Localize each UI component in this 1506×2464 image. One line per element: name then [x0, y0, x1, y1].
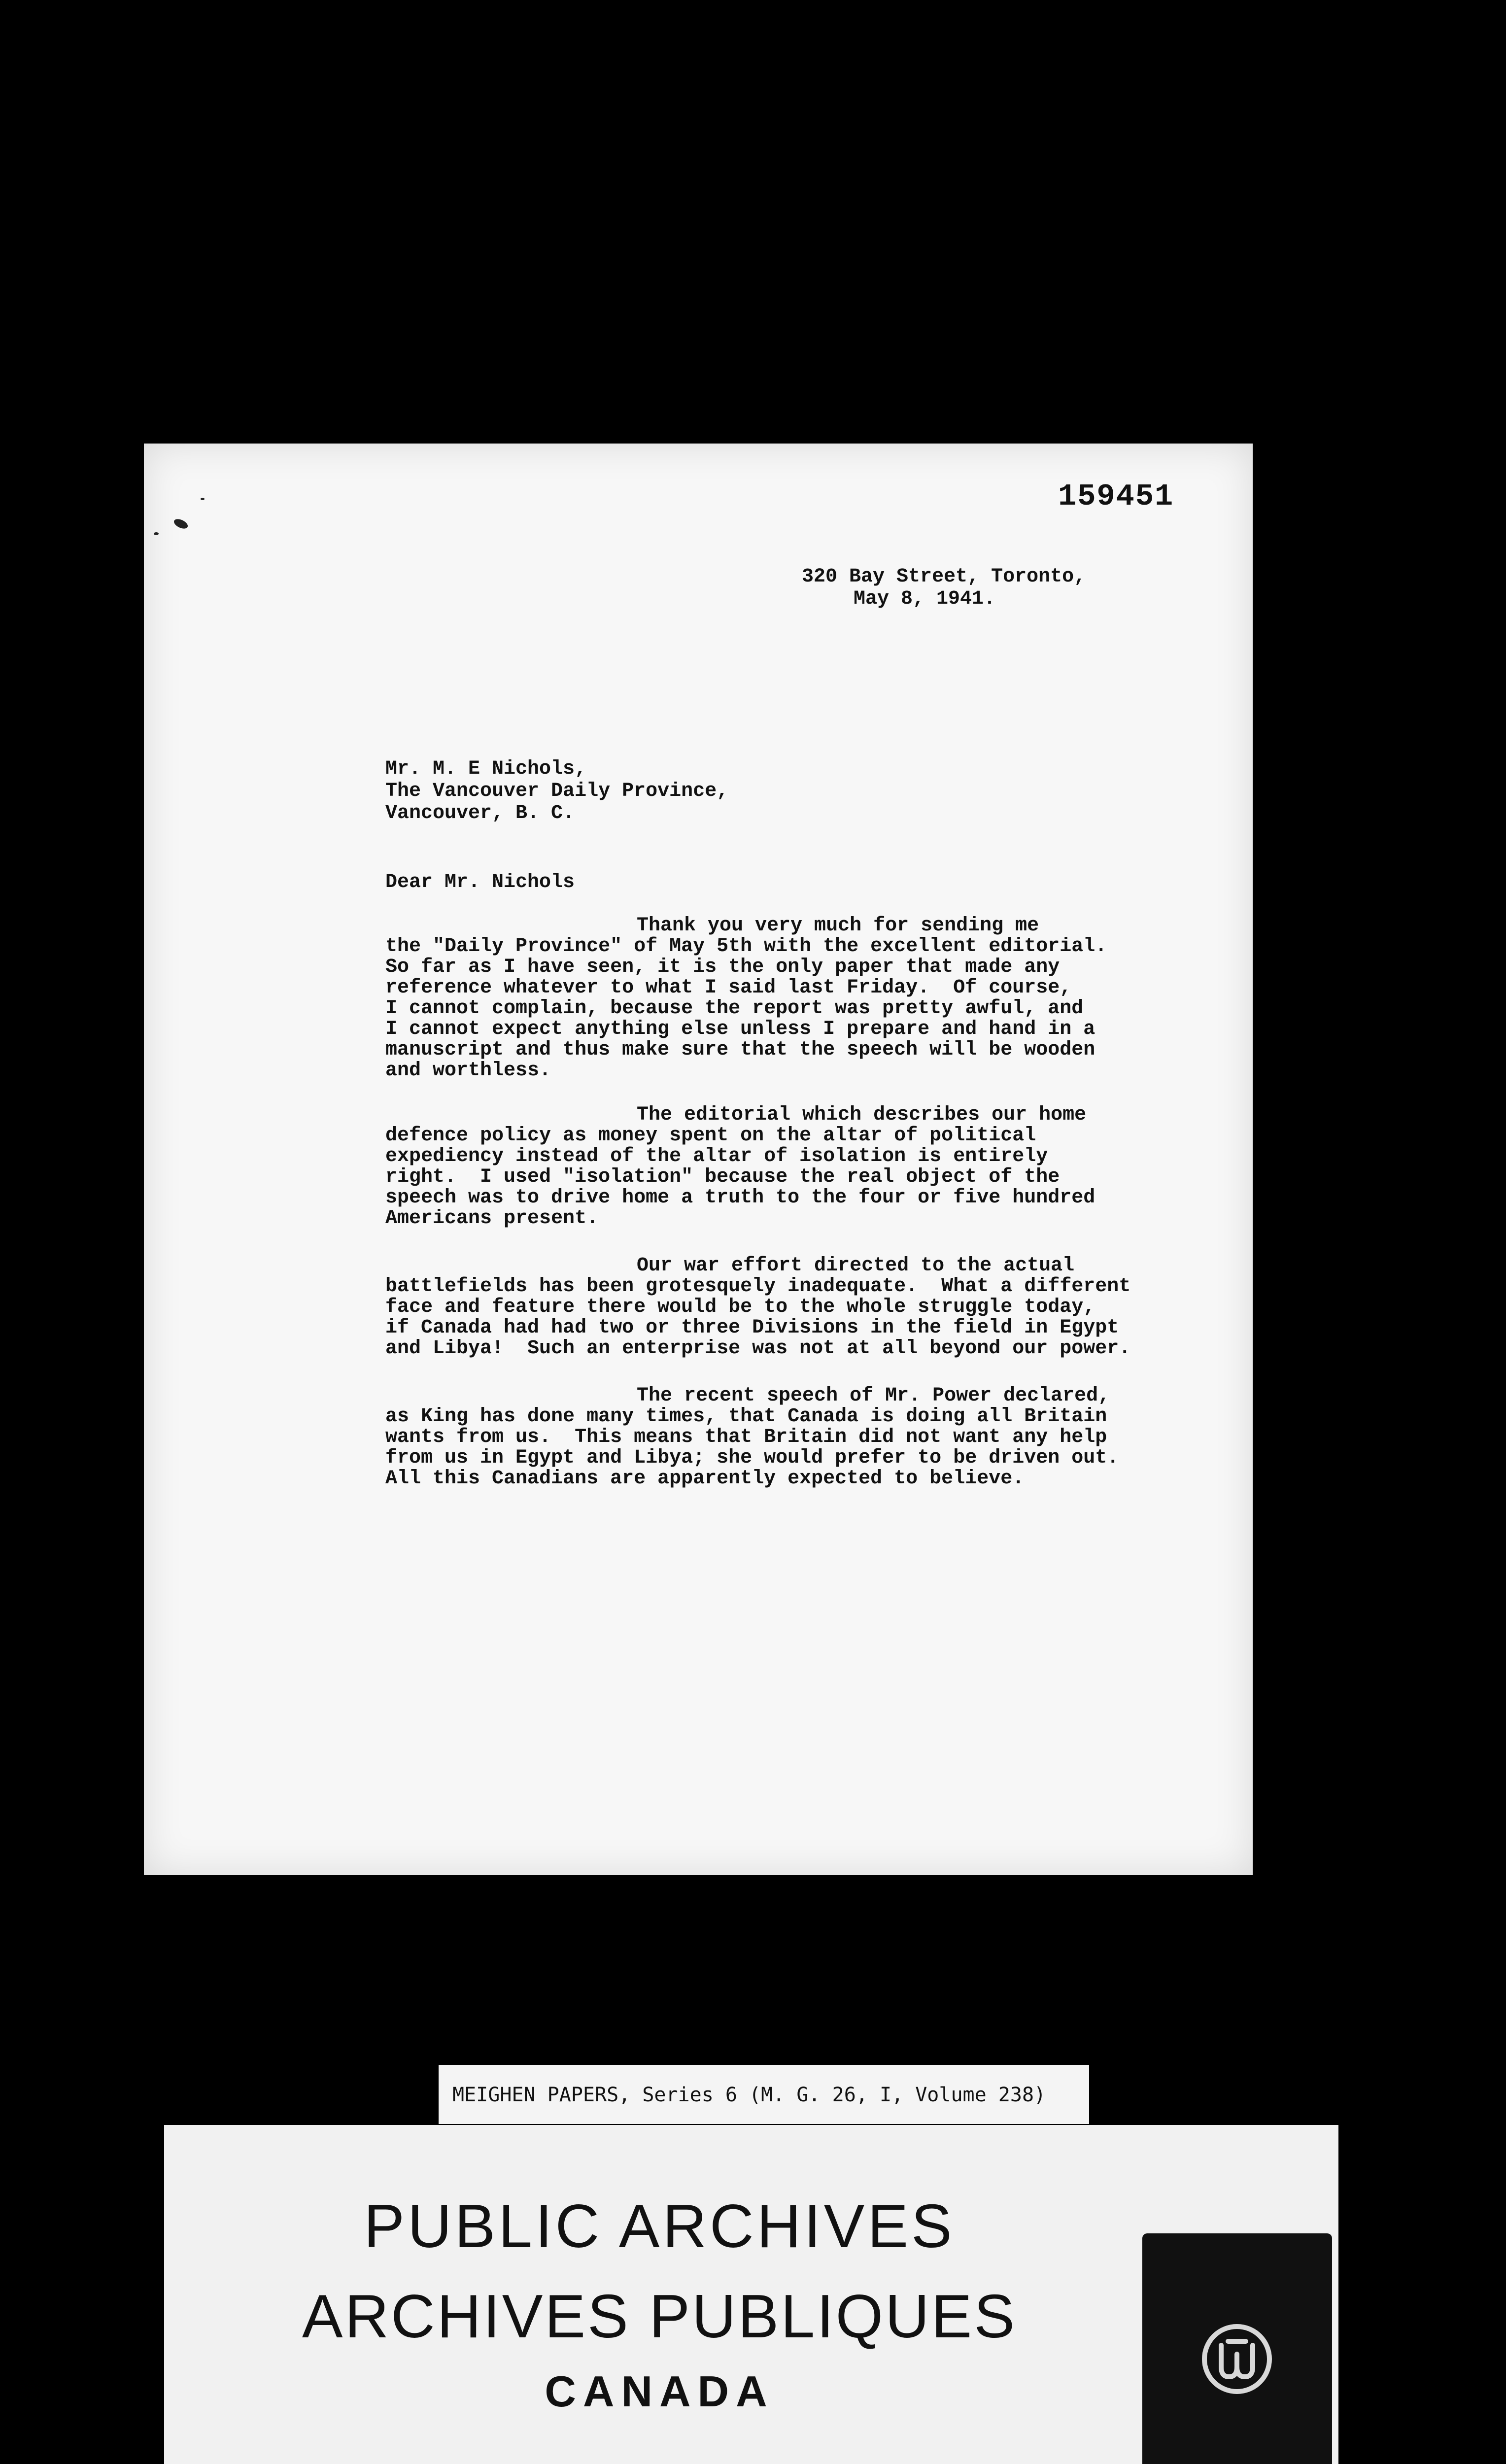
paragraph-1-line: the "Daily Province" of May 5th with the excellent editorial.	[385, 935, 1107, 958]
letter-page	[144, 444, 1253, 1875]
speck	[172, 517, 189, 530]
paragraph-4-line: from us in Egypt and Libya; she would prefer to be driven out.	[385, 1447, 1119, 1469]
paragraph-1-line: and worthless.	[385, 1060, 551, 1082]
paragraph-4-line: The recent speech of Mr. Power declared,	[637, 1385, 1110, 1407]
paragraph-2-line: expediency instead of the altar of isolation is entirely	[385, 1145, 1048, 1167]
paragraph-1-line: reference whatever to what I said last Friday. Of course,	[385, 977, 1072, 999]
recipient-name: Mr. M. E Nichols,	[385, 758, 587, 780]
paragraph-4-line: All this Canadians are apparently expected to believe.	[385, 1468, 1025, 1490]
paragraph-3-line: and Libya! Such an enterprise was not at all beyond our power.	[385, 1337, 1131, 1360]
paragraph-2-line: defence policy as money spent on the altar of political	[385, 1125, 1036, 1147]
paragraph-1-line: manuscript and thus make sure that the speech will be wooden	[385, 1039, 1095, 1061]
salutation: Dear Mr. Nichols	[385, 871, 575, 893]
document-number: 159451	[1058, 479, 1174, 514]
speck	[201, 498, 205, 500]
paragraph-4-line: wants from us. This means that Britain did not want any help	[385, 1426, 1107, 1448]
archives-canada-logo-icon	[1198, 2320, 1276, 2398]
sender-address: 320 Bay Street, Toronto,	[802, 566, 1086, 588]
paragraph-2-line: right. I used "isolation" because the real object of the	[385, 1166, 1060, 1188]
paragraph-1-line: I cannot complain, because the report was pretty awful, and	[385, 997, 1084, 1020]
paragraph-3-line: Our war effort directed to the actual	[637, 1255, 1075, 1277]
recipient-organization: The Vancouver Daily Province,	[385, 780, 729, 802]
paragraph-1-line: Thank you very much for sending me	[637, 915, 1039, 937]
letter-date: May 8, 1941.	[854, 588, 996, 610]
stamp-line-french: ARCHIVES PUBLIQUES	[302, 2283, 1017, 2351]
archive-stamp	[164, 2125, 1338, 2464]
paragraph-1-line: So far as I have seen, it is the only paper that made any	[385, 956, 1060, 978]
paragraph-2-line: speech was to drive home a truth to the four or five hundred	[385, 1187, 1095, 1209]
paragraph-3-line: battlefields has been grotesquely inadequate. What a different	[385, 1275, 1131, 1298]
archives-logo-panel	[1142, 2233, 1332, 2464]
paragraph-1-line: I cannot expect anything else unless I prepare and hand in a	[385, 1018, 1095, 1040]
recipient-city: Vancouver, B. C.	[385, 802, 575, 824]
paragraph-4-line: as King has done many times, that Canada is doing all Britain	[385, 1405, 1107, 1428]
paragraph-2-line: Americans present.	[385, 1207, 599, 1230]
reference-label: MEIGHEN PAPERS, Series 6 (M. G. 26, I, Volume 238)	[439, 2065, 1089, 2124]
paragraph-3-line: face and feature there would be to the whole struggle today,	[385, 1296, 1095, 1318]
stamp-line-country: CANADA	[545, 2367, 774, 2416]
paragraph-2-line: The editorial which describes our home	[637, 1104, 1087, 1126]
paragraph-3-line: if Canada had had two or three Divisions in the field in Egypt	[385, 1317, 1119, 1339]
speck	[154, 532, 159, 535]
stamp-line-english: PUBLIC ARCHIVES	[364, 2192, 955, 2260]
